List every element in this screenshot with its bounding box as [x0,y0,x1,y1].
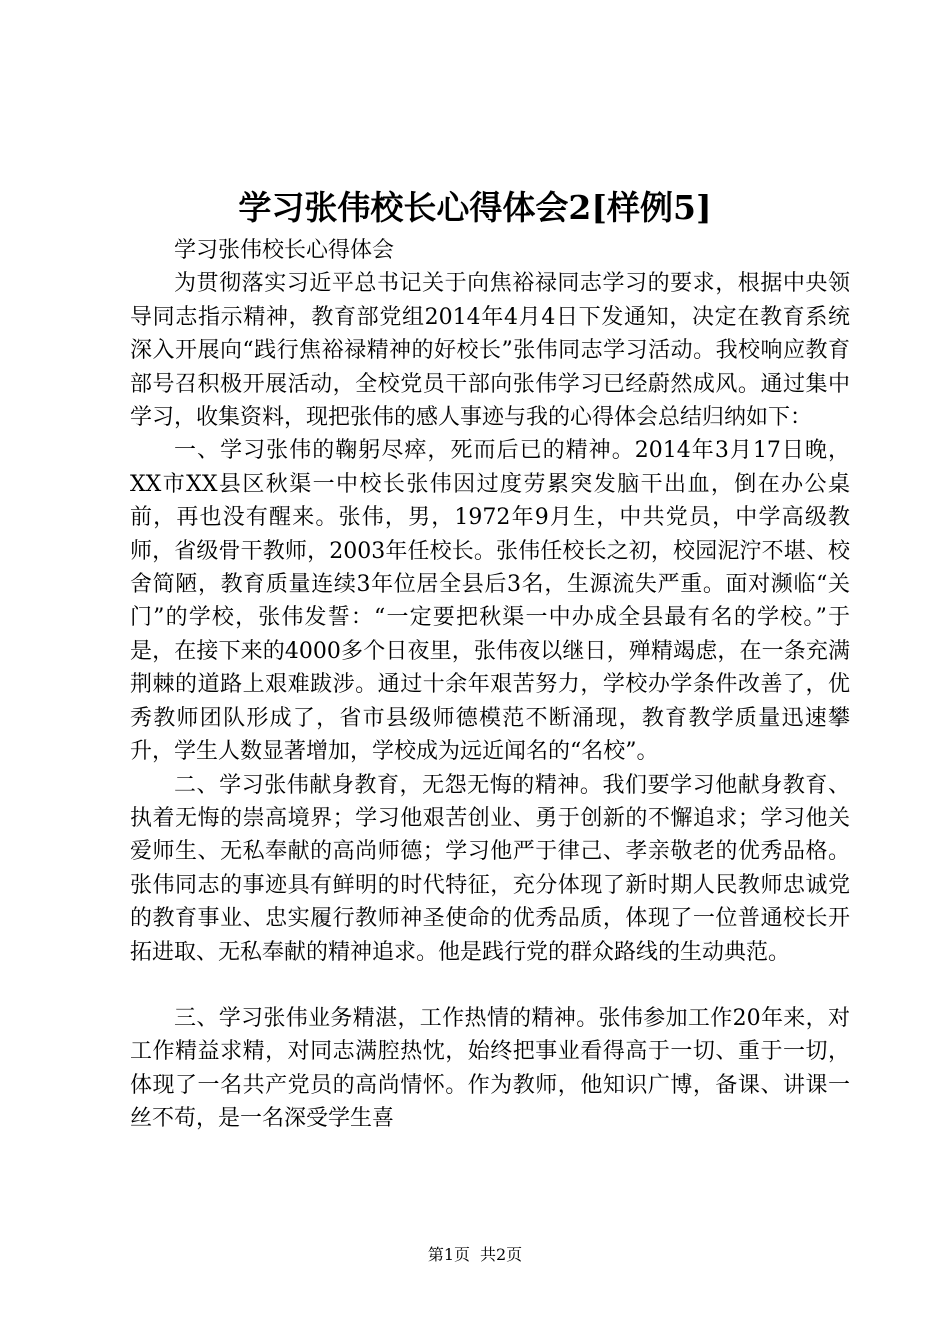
document-body [130,234,850,1136]
document-title: 学习张伟校长心得体会2[样例5] [238,188,712,227]
paragraph-section-2: 二、学习张伟献身教育，无怨无悔的精神。我们要学习他献身教育、执着无悔的崇高境界；学习他艰苦创业、勇于创新的不懈追求；学习他关爱师生、无私奉献的高尚师德；学习他严于律己、孝亲敬老的优秀品格。张伟同志的事迹具有鲜明的时代特征，充分体现了新时期人民教师忠诚党的教育事业、忠实履行教师神圣使命的优秀品质，体现了一位普通校长开拓进取、无私奉献的精神追求。他是践行党的群众路线的生动典范。 [130,772,850,965]
document-subtitle: 学习张伟校长心得体会 [174,238,395,263]
paragraph-section-3: 三、学习张伟业务精湛，工作热情的精神。张伟参加工作20年来，对工作精益求精，对同志满腔热忱，始终把事业看得高于一切、重于一切，体现了一名共产党员的高尚情怀。作为教师，他知识广博，备课、讲课一丝不苟，是一名深受学生喜 [130,1005,850,1132]
page-footer [0,1244,950,1266]
page-total: 共2页 [480,1245,523,1264]
paragraph-intro: 为贯彻落实习近平总书记关于向焦裕禄同志学习的要求，根据中央领导同志指示精神，教育部党组2014年4月4日下发通知，决定在教育系统深入开展向“践行焦裕禄精神的好校长”张伟同志学习活动。我校响应教育部号召积极开展活动，全校党员干部向张伟学习已经蔚然成风。通过集中学习，收集资料，现把张伟的感人事迹与我的心得体会总结归纳如下： [130,271,850,431]
paragraph-section-1: 一、学习张伟的鞠躬尽瘁，死而后已的精神。2014年3月17日晚，XX市XX县区秋渠一中校长张伟因过度劳累突发脑干出血，倒在办公桌前，再也没有醒来。张伟，男，1972年9月生，中共党员，中学高级教师，省级骨干教师，2003年任校长。张伟任校长之初，校园泥泞不堪、校舍简陋，教育质量连续3年位居全县后3名，生源流失严重。面对濒临“关门”的学校，张伟发誓：“一定要把秋渠一中办成全县最有名的学校。”于是，在接下来的4000多个日夜里，张伟夜以继日，殚精竭虑，在一条充满荆棘的道路上艰难跋涉。通过十余年艰苦努力，学校办学条件改善了，优秀教师团队形成了，省市县级师德模范不断涌现，教育教学质量迅速攀升，学生人数显著增加，学校成为远近闻名的“名校”。 [130,438,850,765]
page-number: 第1页 [427,1245,470,1264]
